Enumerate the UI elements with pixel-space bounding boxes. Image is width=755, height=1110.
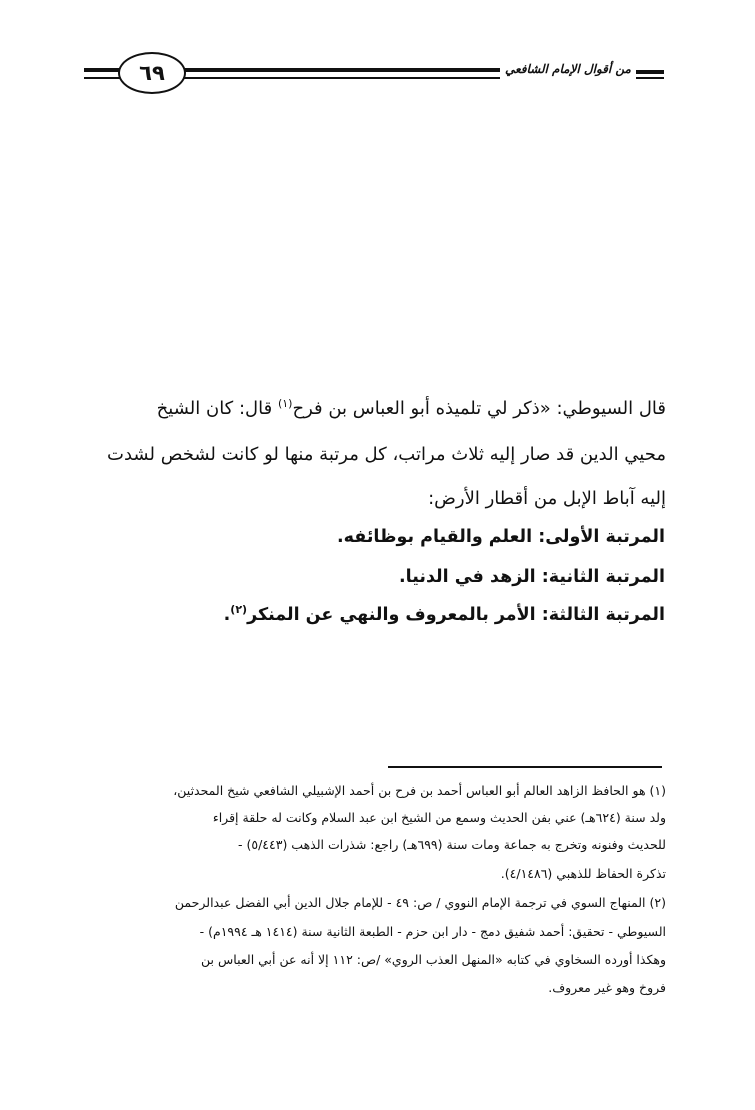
paragraph-line-1	[84, 394, 666, 424]
paragraph-line-3: إليه آباط الإبل من أقطار الأرض:	[428, 488, 666, 509]
header-rule-middle-thin	[182, 77, 500, 79]
rank-item-2	[399, 562, 665, 592]
rank-text: الزهد في الدنيا.	[399, 567, 536, 587]
header-rule-middle-thick	[182, 68, 500, 72]
footnote-ref-2: (٢)	[230, 603, 248, 617]
rank-label: المرتبة الأولى:	[538, 527, 665, 547]
paragraph-line-1-tail: قال: كان الشيخ	[156, 398, 273, 419]
footnote-ref-1: (١)	[277, 397, 293, 410]
rank-label: المرتبة الثانية:	[541, 567, 665, 587]
footnote-line-7: وهكذا أورده السخاوي في كتابه «المنهل العذب الروي» /ص: ١١٢ إلا أنه عن أبي العباس بن	[201, 952, 666, 967]
rank-3-period: .	[223, 605, 231, 625]
header-rule-right-thick	[636, 70, 664, 74]
footnote-line-6: السيوطي - تحقيق: أحمد شفيق دمج - دار ابن حزم - الطبعة الثانية سنة (١٤١٤ هـ ١٩٩٤م) -	[199, 924, 666, 939]
rank-label: المرتبة الثالثة:	[541, 605, 665, 625]
rank-item-3	[224, 600, 665, 630]
footnote-line-2: ولد سنة (٦٢٤هـ) عني بفن الحديث وسمع من الشيخ ابن عبد السلام وكانت له حلقة إقراء	[212, 810, 666, 825]
rank-text: الأمر بالمعروف والنهي عن المنكر	[247, 605, 536, 625]
page-number-oval	[118, 52, 186, 94]
header-rule-right-thin	[636, 77, 664, 79]
paragraph-line-2: محيي الدين قد صار إليه ثلاث مراتب، كل مرتبة منها لو كانت لشخص لشدت	[107, 444, 666, 465]
footnote-line-1: (١) هو الحافظ الزاهد العالم أبو العباس أحمد بن فرح بن أحمد الإشبيلي الشافعي شيخ المحدثين،	[173, 783, 666, 798]
rank-item-1	[337, 522, 665, 552]
footnote-line-3: للحديث وفنونه وتخرج به جماعة ومات سنة (٦٩٩هـ) راجع: شذرات الذهب (٥/٤٤٣) -	[238, 837, 666, 852]
rank-text: العلم والقيام بوظائفه.	[337, 527, 533, 547]
page-number: ٦٩	[139, 60, 165, 85]
running-title: من أقوال الإمام الشافعي	[505, 62, 631, 76]
footnote-line-5: (٢) المنهاج السوي في ترجمة الإمام النووي / ص: ٤٩ - للإمام جلال الدين أبي الفضل عبدالرحمن	[174, 895, 666, 910]
footnote-line-8: فروخ وهو غير معروف.	[548, 980, 666, 995]
footnote-line-4: تذكرة الحفاظ للذهبي (٤/١٤٨٦).	[500, 866, 666, 881]
footnote-separator	[388, 766, 662, 768]
paragraph-line-1-text: قال السيوطي: «ذكر لي تلميذه أبو العباس بن فرح	[292, 398, 666, 419]
